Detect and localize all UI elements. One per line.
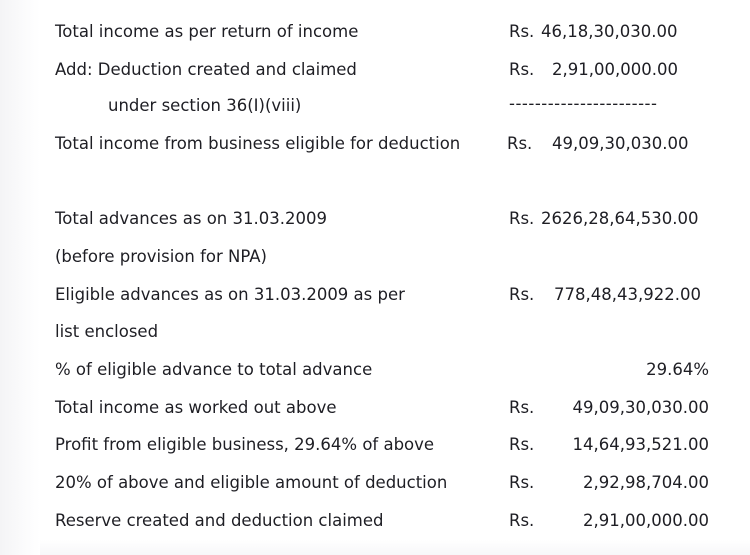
row-amount: 49,09,30,030.00	[572, 398, 709, 417]
row-label-list-enclosed: list enclosed	[55, 322, 159, 341]
row-label-add-deduction: Add: Deduction created and claimed	[55, 60, 357, 79]
row-amount: 2,91,00,000.00	[583, 511, 709, 530]
row-currency: Rs.	[509, 22, 535, 41]
row-label-before-npa: (before provision for NPA)	[55, 247, 267, 266]
row-label-twenty-percent: 20% of above and eligible amount of deduction	[55, 473, 448, 492]
row-label-section: under section 36(I)(viii)	[108, 96, 302, 115]
row-label-total-income-return: Total income as per return of income	[55, 22, 359, 41]
row-currency: Rs.	[509, 285, 535, 304]
scan-margin-bottom	[40, 540, 750, 555]
row-label-profit-eligible: Profit from eligible business, 29.64% of above	[55, 435, 435, 454]
row-percentage: 29.64%	[646, 360, 709, 379]
row-currency: Rs.	[509, 60, 535, 79]
row-amount: 2,91,00,000.00	[552, 60, 678, 79]
row-label-total-advances: Total advances as on 31.03.2009	[55, 209, 327, 228]
row-currency: Rs.	[507, 134, 533, 153]
row-amount: 2,92,98,704.00	[583, 473, 709, 492]
row-currency: Rs.	[509, 473, 535, 492]
row-label-percent-eligible: % of eligible advance to total advance	[55, 360, 373, 379]
row-currency: Rs.	[509, 511, 535, 530]
row-label-total-income-worked: Total income as worked out above	[55, 398, 337, 417]
row-amount: 49,09,30,030.00	[552, 134, 689, 153]
sum-separator-line: -----------------------	[509, 94, 658, 113]
row-amount: 46,18,30,030.00	[541, 22, 678, 41]
row-label-reserve-created: Reserve created and deduction claimed	[55, 511, 384, 530]
row-currency: Rs.	[509, 435, 535, 454]
row-currency: Rs.	[509, 209, 535, 228]
row-amount: 14,64,93,521.00	[572, 435, 709, 454]
row-currency: Rs.	[509, 398, 535, 417]
row-label-total-business-income: Total income from business eligible for deduction	[55, 134, 461, 153]
row-amount: 2626,28,64,530.00	[541, 209, 699, 228]
row-amount: 778,48,43,922.00	[554, 285, 701, 304]
scan-margin-left	[0, 0, 40, 555]
row-label-eligible-advances: Eligible advances as on 31.03.2009 as per	[55, 285, 405, 304]
